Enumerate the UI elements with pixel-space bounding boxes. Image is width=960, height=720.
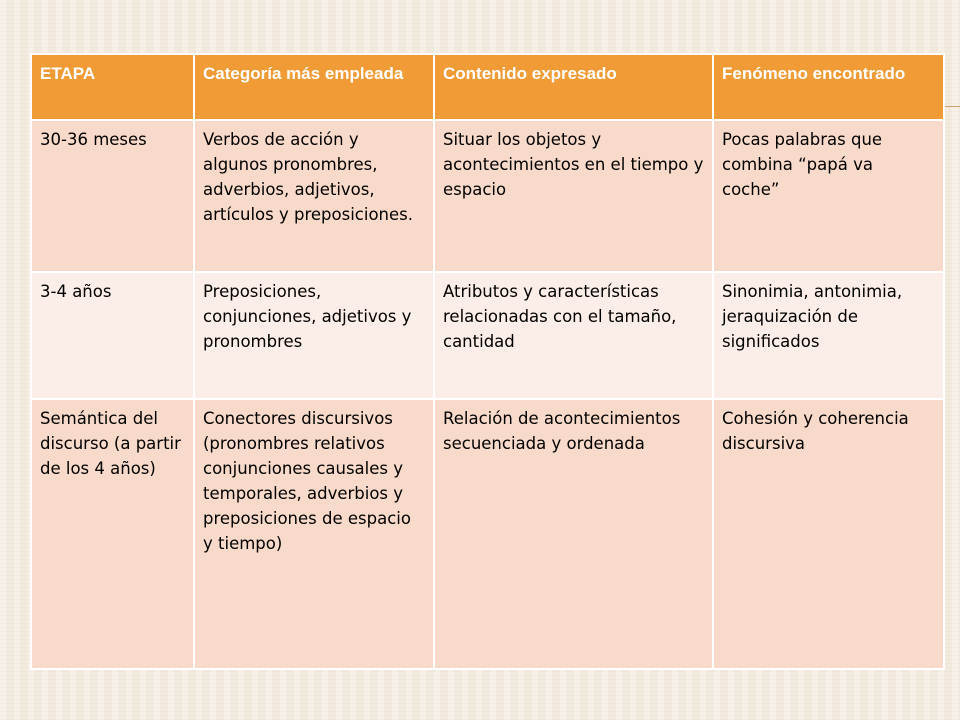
cell-contenido: Atributos y características relacionadas con el tamaño, cantidad (434, 272, 713, 399)
cell-categoria: Preposiciones, conjunciones, adjetivos y pronombres (194, 272, 434, 399)
table-header-row (31, 54, 944, 120)
language-development-table (30, 53, 945, 670)
cell-fenomeno: Sinonimia, antonimia, jeraquización de significados (713, 272, 944, 399)
table-row (31, 272, 944, 399)
cell-contenido: Situar los objetos y acontecimientos en el tiempo y espacio (434, 120, 713, 272)
cell-etapa: 3-4 años (31, 272, 194, 399)
cell-contenido: Relación de acontecimientos secuenciada y ordenada (434, 399, 713, 669)
table-row (31, 399, 944, 669)
header-fenomeno: Fenómeno encontrado (713, 54, 944, 120)
cell-categoria: Verbos de acción y algunos pronombres, adverbios, adjetivos, artículos y preposiciones. (194, 120, 434, 272)
cell-fenomeno: Cohesión y coherencia discursiva (713, 399, 944, 669)
header-contenido: Contenido expresado (434, 54, 713, 120)
cell-fenomeno: Pocas palabras que combina “papá va coche” (713, 120, 944, 272)
cell-etapa: 30-36 meses (31, 120, 194, 272)
table-row (31, 120, 944, 272)
cell-etapa: Semántica del discurso (a partir de los 4 años) (31, 399, 194, 669)
header-categoria: Categoría más empleada (194, 54, 434, 120)
cell-categoria: Conectores discursivos (pronombres relativos conjunciones causales y temporales, adverbios y preposiciones de espacio y tiempo) (194, 399, 434, 669)
header-etapa: ETAPA (31, 54, 194, 120)
